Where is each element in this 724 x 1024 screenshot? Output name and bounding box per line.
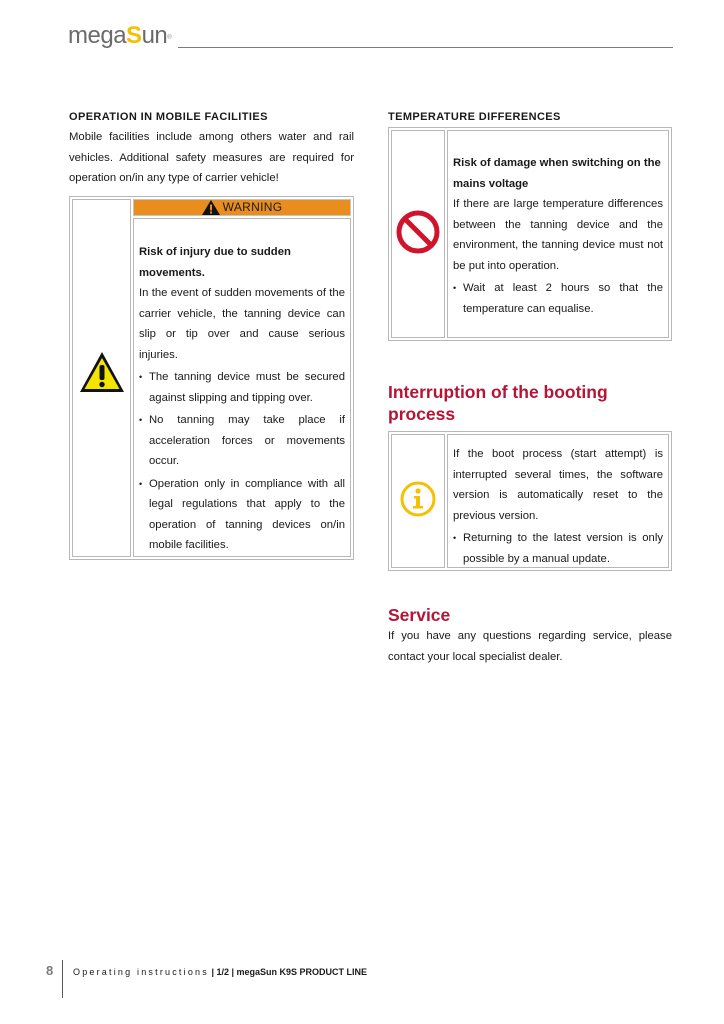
info-icon — [398, 479, 438, 524]
list-item: • Operation only in compliance with all legal regulations that apply to the operation of tanning devices on/in mobile facilities. — [139, 474, 345, 556]
right-column — [388, 110, 672, 667]
registered-mark: ® — [167, 35, 172, 41]
warning-box — [69, 196, 354, 560]
prohibition-icon-cell — [391, 130, 445, 338]
footer-doc-type: Operating instructions — [73, 967, 209, 977]
footer-text — [73, 967, 367, 977]
info-icon-cell — [391, 434, 445, 568]
prohibition-icon — [395, 209, 441, 260]
megasun-logo — [68, 22, 171, 50]
warning-banner — [133, 199, 351, 217]
mobile-intro-text: Mobile facilities include among others water and rail vehicles. Additional safety measures are required for operation on/in any type of carrier vehicle! — [69, 131, 354, 184]
footer-version: 1/2 — [216, 967, 229, 977]
warning-content-cell — [133, 218, 351, 557]
left-column — [69, 110, 354, 560]
page-number: 8 — [46, 963, 54, 978]
temperature-notice-box — [388, 127, 672, 341]
page-header — [68, 22, 673, 52]
section-title-mobile: OPERATION IN MOBILE FACILITIES — [69, 111, 268, 123]
logo-text-suffix: un — [141, 22, 168, 49]
header-divider — [178, 47, 673, 48]
temperature-content-cell — [447, 130, 669, 338]
temperature-risk-text: If there are large temperature differences between the tanning device and the environment, the tanning device must not be put into operation. — [453, 198, 663, 272]
footer-divider — [62, 960, 63, 998]
footer-separator: | — [208, 967, 217, 977]
footer-product: megaSun K9S PRODUCT LINE — [236, 967, 368, 977]
list-item: • No tanning may take place if acceleration forces or movements occur. — [139, 410, 345, 472]
warning-banner-icon — [202, 200, 220, 215]
warning-triangle-icon — [78, 350, 126, 399]
logo-text-s: S — [126, 22, 142, 49]
warning-icon-cell — [72, 199, 131, 557]
warning-label: WARNING — [222, 200, 283, 215]
footer-separator: | — [229, 967, 237, 977]
temperature-bullet-list — [453, 278, 663, 319]
mobile-risk-title: Risk of injury due to sudden movements. — [139, 246, 291, 279]
booting-bullet-list — [453, 528, 663, 569]
temperature-risk-title: Risk of damage when switching on the mains voltage — [453, 157, 661, 190]
list-item: • Returning to the latest version is only possible by a manual update. — [453, 528, 663, 569]
service-heading: Service — [388, 605, 451, 625]
logo-text-prefix: mega — [68, 22, 127, 49]
booting-heading: Interruption of the booting process — [388, 382, 608, 424]
booting-content-cell — [447, 434, 669, 568]
list-item: • Wait at least 2 hours so that the temperature can equalise. — [453, 278, 663, 319]
section-title-temperature: TEMPERATURE DIFFERENCES — [388, 111, 561, 123]
service-text: If you have any questions regarding service, please contact your local specialist dealer. — [388, 630, 672, 663]
list-item: • The tanning device must be secured against slipping and tipping over. — [139, 367, 345, 408]
mobile-bullet-list — [139, 367, 345, 556]
booting-text: If the boot process (start attempt) is interrupted several times, the software version is automatically reset to the previous version. — [453, 448, 663, 522]
mobile-risk-text: In the event of sudden movements of the carrier vehicle, the tanning device can slip or tip over and cause serious injuries. — [139, 287, 345, 361]
warning-content-column — [133, 199, 351, 557]
booting-info-box — [388, 431, 672, 571]
